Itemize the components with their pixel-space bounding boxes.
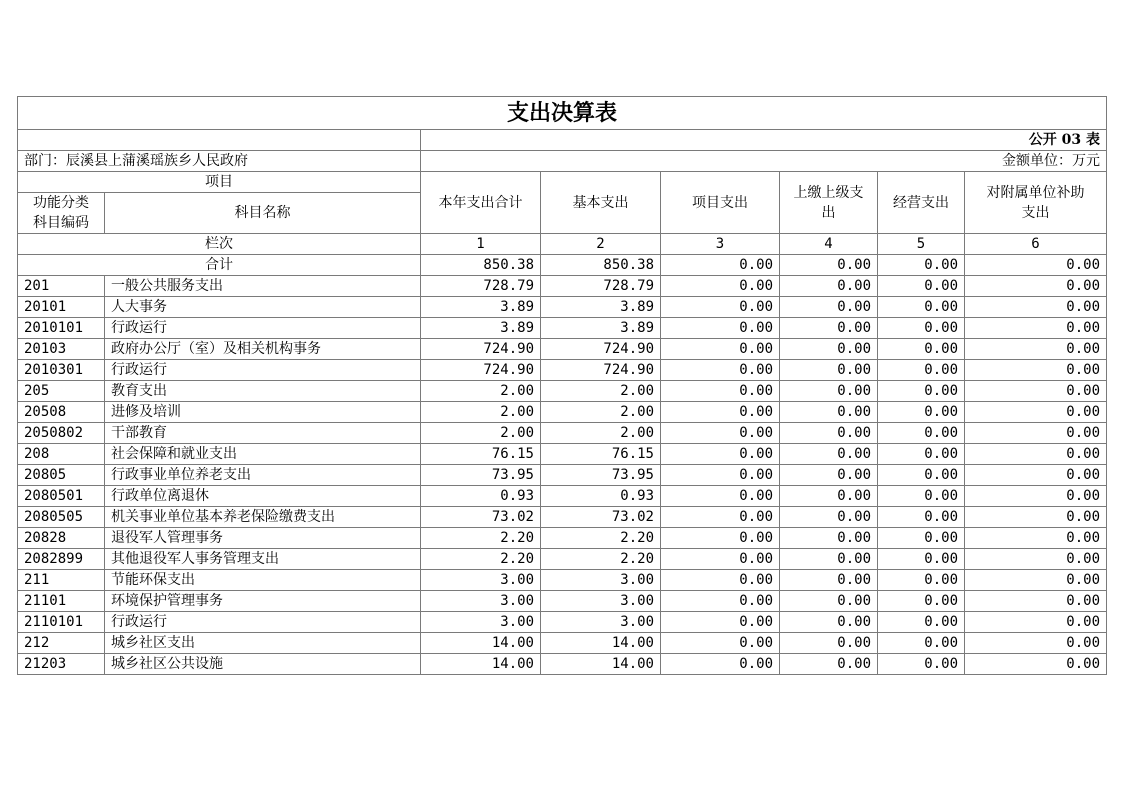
table-row bbox=[18, 507, 1107, 528]
amount-cell: 76.15 bbox=[541, 444, 661, 465]
amount-cell: 0.00 bbox=[780, 360, 878, 381]
subject-code: 2010101 bbox=[18, 318, 105, 339]
amount-cell: 14.00 bbox=[541, 654, 661, 675]
amount-cell: 724.90 bbox=[421, 339, 541, 360]
amount-cell: 0.00 bbox=[661, 381, 780, 402]
amount-cell: 3.00 bbox=[541, 612, 661, 633]
index-cell: 2 bbox=[541, 234, 661, 255]
amount-cell: 0.00 bbox=[965, 486, 1107, 507]
amount-cell: 0.00 bbox=[878, 570, 965, 591]
amount-cell: 0.00 bbox=[780, 549, 878, 570]
amount-cell: 0.00 bbox=[965, 633, 1107, 654]
amount-cell: 3.89 bbox=[421, 318, 541, 339]
subject-name: 人大事务 bbox=[105, 297, 421, 318]
amount-cell: 3.00 bbox=[421, 570, 541, 591]
amount-cell: 0.00 bbox=[965, 612, 1107, 633]
amount-cell: 2.00 bbox=[541, 402, 661, 423]
header-code: 功能分类 科目编码 bbox=[18, 193, 105, 234]
subject-code: 211 bbox=[18, 570, 105, 591]
amount-cell: 2.20 bbox=[421, 549, 541, 570]
amount-cell: 0.00 bbox=[661, 444, 780, 465]
table-row bbox=[18, 612, 1107, 633]
amount-cell: 0.00 bbox=[878, 654, 965, 675]
total-value: 850.38 bbox=[421, 255, 541, 276]
amount-cell: 0.00 bbox=[661, 486, 780, 507]
amount-cell: 0.93 bbox=[421, 486, 541, 507]
amount-cell: 2.00 bbox=[421, 381, 541, 402]
subject-code: 2080505 bbox=[18, 507, 105, 528]
subject-name: 干部教育 bbox=[105, 423, 421, 444]
blank-cell bbox=[18, 130, 421, 151]
amount-cell: 0.00 bbox=[780, 612, 878, 633]
amount-cell: 3.89 bbox=[541, 297, 661, 318]
amount-cell: 2.20 bbox=[421, 528, 541, 549]
total-value: 0.00 bbox=[878, 255, 965, 276]
total-value: 0.00 bbox=[661, 255, 780, 276]
table-row bbox=[18, 549, 1107, 570]
subject-code: 20805 bbox=[18, 465, 105, 486]
amount-cell: 0.00 bbox=[661, 465, 780, 486]
department-label: 部门：辰溪县上蒲溪瑶族乡人民政府 bbox=[18, 151, 421, 172]
subject-code: 20508 bbox=[18, 402, 105, 423]
amount-cell: 0.00 bbox=[878, 633, 965, 654]
amount-cell: 0.00 bbox=[780, 465, 878, 486]
amount-cell: 0.00 bbox=[661, 633, 780, 654]
index-cell: 6 bbox=[965, 234, 1107, 255]
amount-cell: 0.00 bbox=[780, 486, 878, 507]
subject-code: 21101 bbox=[18, 591, 105, 612]
index-cell: 3 bbox=[661, 234, 780, 255]
subject-name: 行政运行 bbox=[105, 612, 421, 633]
amount-cell: 0.00 bbox=[780, 423, 878, 444]
amount-cell: 0.00 bbox=[878, 528, 965, 549]
amount-cell: 728.79 bbox=[541, 276, 661, 297]
table-row bbox=[18, 486, 1107, 507]
amount-cell: 0.00 bbox=[965, 444, 1107, 465]
table-row bbox=[18, 381, 1107, 402]
amount-cell: 14.00 bbox=[421, 633, 541, 654]
amount-cell: 0.00 bbox=[780, 318, 878, 339]
header-subsidy: 对附属单位补助 支出 bbox=[965, 172, 1107, 234]
table-row bbox=[18, 297, 1107, 318]
table-row bbox=[18, 423, 1107, 444]
table-row bbox=[18, 591, 1107, 612]
amount-cell: 73.02 bbox=[421, 507, 541, 528]
table-title: 支出决算表 bbox=[18, 97, 1107, 130]
amount-cell: 0.00 bbox=[780, 276, 878, 297]
amount-cell: 0.00 bbox=[661, 591, 780, 612]
amount-cell: 3.00 bbox=[541, 591, 661, 612]
amount-cell: 14.00 bbox=[541, 633, 661, 654]
subject-name: 社会保障和就业支出 bbox=[105, 444, 421, 465]
amount-cell: 3.00 bbox=[421, 591, 541, 612]
subject-code: 201 bbox=[18, 276, 105, 297]
subject-code: 20828 bbox=[18, 528, 105, 549]
table-row bbox=[18, 528, 1107, 549]
subject-name: 政府办公厅（室）及相关机构事务 bbox=[105, 339, 421, 360]
amount-cell: 0.00 bbox=[780, 570, 878, 591]
subject-name: 机关事业单位基本养老保险缴费支出 bbox=[105, 507, 421, 528]
index-label: 栏次 bbox=[18, 234, 421, 255]
amount-cell: 0.00 bbox=[661, 612, 780, 633]
amount-cell: 0.00 bbox=[878, 360, 965, 381]
amount-cell: 2.00 bbox=[541, 381, 661, 402]
total-value: 850.38 bbox=[541, 255, 661, 276]
amount-cell: 2.00 bbox=[421, 402, 541, 423]
amount-cell: 0.00 bbox=[878, 276, 965, 297]
amount-cell: 0.00 bbox=[780, 591, 878, 612]
amount-cell: 0.00 bbox=[878, 486, 965, 507]
amount-cell: 0.00 bbox=[661, 528, 780, 549]
amount-cell: 0.00 bbox=[878, 591, 965, 612]
table-row bbox=[18, 339, 1107, 360]
table-row bbox=[18, 465, 1107, 486]
table-row bbox=[18, 276, 1107, 297]
amount-cell: 2.20 bbox=[541, 549, 661, 570]
amount-cell: 0.00 bbox=[661, 402, 780, 423]
amount-cell: 0.00 bbox=[878, 444, 965, 465]
table-row bbox=[18, 444, 1107, 465]
subject-code: 2110101 bbox=[18, 612, 105, 633]
form-number: 公开 03 表 bbox=[421, 130, 1107, 151]
header-project: 项目支出 bbox=[661, 172, 780, 234]
amount-cell: 0.00 bbox=[661, 339, 780, 360]
header-total: 本年支出合计 bbox=[421, 172, 541, 234]
amount-cell: 0.00 bbox=[780, 528, 878, 549]
amount-cell: 0.00 bbox=[965, 465, 1107, 486]
subject-code: 2010301 bbox=[18, 360, 105, 381]
amount-cell: 0.00 bbox=[661, 318, 780, 339]
amount-cell: 724.90 bbox=[541, 339, 661, 360]
amount-cell: 0.00 bbox=[780, 444, 878, 465]
amount-cell: 2.20 bbox=[541, 528, 661, 549]
subject-name: 行政事业单位养老支出 bbox=[105, 465, 421, 486]
index-cell: 1 bbox=[421, 234, 541, 255]
amount-cell: 0.00 bbox=[965, 528, 1107, 549]
amount-cell: 0.00 bbox=[661, 654, 780, 675]
amount-cell: 0.00 bbox=[965, 297, 1107, 318]
amount-cell: 0.00 bbox=[965, 276, 1107, 297]
amount-cell: 0.00 bbox=[780, 507, 878, 528]
amount-cell: 0.00 bbox=[965, 591, 1107, 612]
table-row bbox=[18, 360, 1107, 381]
amount-cell: 0.00 bbox=[661, 507, 780, 528]
subject-code: 2050802 bbox=[18, 423, 105, 444]
amount-cell: 0.00 bbox=[780, 402, 878, 423]
header-business: 经营支出 bbox=[878, 172, 965, 234]
subject-code: 20101 bbox=[18, 297, 105, 318]
amount-cell: 724.90 bbox=[421, 360, 541, 381]
amount-cell: 728.79 bbox=[421, 276, 541, 297]
subject-name: 行政运行 bbox=[105, 360, 421, 381]
amount-cell: 0.00 bbox=[878, 465, 965, 486]
subject-code: 212 bbox=[18, 633, 105, 654]
amount-cell: 73.02 bbox=[541, 507, 661, 528]
amount-cell: 0.00 bbox=[965, 339, 1107, 360]
amount-cell: 3.89 bbox=[541, 318, 661, 339]
amount-cell: 73.95 bbox=[541, 465, 661, 486]
expenditure-table bbox=[17, 96, 1107, 675]
table-row bbox=[18, 318, 1107, 339]
amount-cell: 0.00 bbox=[965, 318, 1107, 339]
amount-cell: 73.95 bbox=[421, 465, 541, 486]
subject-code: 2080501 bbox=[18, 486, 105, 507]
subject-code: 205 bbox=[18, 381, 105, 402]
amount-cell: 0.00 bbox=[780, 633, 878, 654]
subject-name: 进修及培训 bbox=[105, 402, 421, 423]
amount-cell: 0.00 bbox=[965, 549, 1107, 570]
total-value: 0.00 bbox=[965, 255, 1107, 276]
amount-cell: 0.00 bbox=[661, 423, 780, 444]
amount-cell: 0.00 bbox=[965, 423, 1107, 444]
subject-name: 城乡社区公共设施 bbox=[105, 654, 421, 675]
amount-cell: 0.00 bbox=[780, 381, 878, 402]
expenditure-sheet bbox=[17, 96, 1106, 675]
amount-cell: 14.00 bbox=[421, 654, 541, 675]
amount-cell: 0.00 bbox=[878, 318, 965, 339]
amount-cell: 0.00 bbox=[878, 423, 965, 444]
unit-label: 金额单位：万元 bbox=[421, 151, 1107, 172]
amount-cell: 0.00 bbox=[661, 276, 780, 297]
amount-cell: 3.00 bbox=[421, 612, 541, 633]
subject-name: 一般公共服务支出 bbox=[105, 276, 421, 297]
amount-cell: 0.00 bbox=[965, 402, 1107, 423]
amount-cell: 3.89 bbox=[421, 297, 541, 318]
subject-name: 节能环保支出 bbox=[105, 570, 421, 591]
table-row bbox=[18, 654, 1107, 675]
subject-code: 208 bbox=[18, 444, 105, 465]
subject-name: 环境保护管理事务 bbox=[105, 591, 421, 612]
subject-name: 行政单位离退休 bbox=[105, 486, 421, 507]
subject-name: 退役军人管理事务 bbox=[105, 528, 421, 549]
amount-cell: 0.00 bbox=[965, 507, 1107, 528]
header-name: 科目名称 bbox=[105, 193, 421, 234]
header-item: 项目 bbox=[18, 172, 421, 193]
table-row bbox=[18, 570, 1107, 591]
index-cell: 5 bbox=[878, 234, 965, 255]
amount-cell: 0.00 bbox=[878, 402, 965, 423]
amount-cell: 0.00 bbox=[878, 549, 965, 570]
amount-cell: 3.00 bbox=[541, 570, 661, 591]
amount-cell: 2.00 bbox=[541, 423, 661, 444]
amount-cell: 0.00 bbox=[780, 339, 878, 360]
subject-name: 教育支出 bbox=[105, 381, 421, 402]
amount-cell: 0.00 bbox=[878, 507, 965, 528]
total-label: 合计 bbox=[18, 255, 421, 276]
index-cell: 4 bbox=[780, 234, 878, 255]
amount-cell: 0.00 bbox=[965, 570, 1107, 591]
subject-code: 20103 bbox=[18, 339, 105, 360]
amount-cell: 0.00 bbox=[878, 339, 965, 360]
header-basic: 基本支出 bbox=[541, 172, 661, 234]
amount-cell: 0.00 bbox=[878, 612, 965, 633]
subject-code: 21203 bbox=[18, 654, 105, 675]
amount-cell: 0.93 bbox=[541, 486, 661, 507]
subject-name: 行政运行 bbox=[105, 318, 421, 339]
amount-cell: 0.00 bbox=[661, 297, 780, 318]
amount-cell: 724.90 bbox=[541, 360, 661, 381]
subject-name: 城乡社区支出 bbox=[105, 633, 421, 654]
amount-cell: 0.00 bbox=[878, 381, 965, 402]
amount-cell: 0.00 bbox=[965, 360, 1107, 381]
table-row bbox=[18, 633, 1107, 654]
subject-name: 其他退役军人事务管理支出 bbox=[105, 549, 421, 570]
amount-cell: 2.00 bbox=[421, 423, 541, 444]
amount-cell: 0.00 bbox=[661, 549, 780, 570]
amount-cell: 76.15 bbox=[421, 444, 541, 465]
amount-cell: 0.00 bbox=[965, 654, 1107, 675]
table-row bbox=[18, 402, 1107, 423]
amount-cell: 0.00 bbox=[661, 570, 780, 591]
header-upper: 上缴上级支 出 bbox=[780, 172, 878, 234]
amount-cell: 0.00 bbox=[661, 360, 780, 381]
amount-cell: 0.00 bbox=[780, 297, 878, 318]
subject-code: 2082899 bbox=[18, 549, 105, 570]
amount-cell: 0.00 bbox=[878, 297, 965, 318]
amount-cell: 0.00 bbox=[780, 654, 878, 675]
amount-cell: 0.00 bbox=[965, 381, 1107, 402]
total-value: 0.00 bbox=[780, 255, 878, 276]
